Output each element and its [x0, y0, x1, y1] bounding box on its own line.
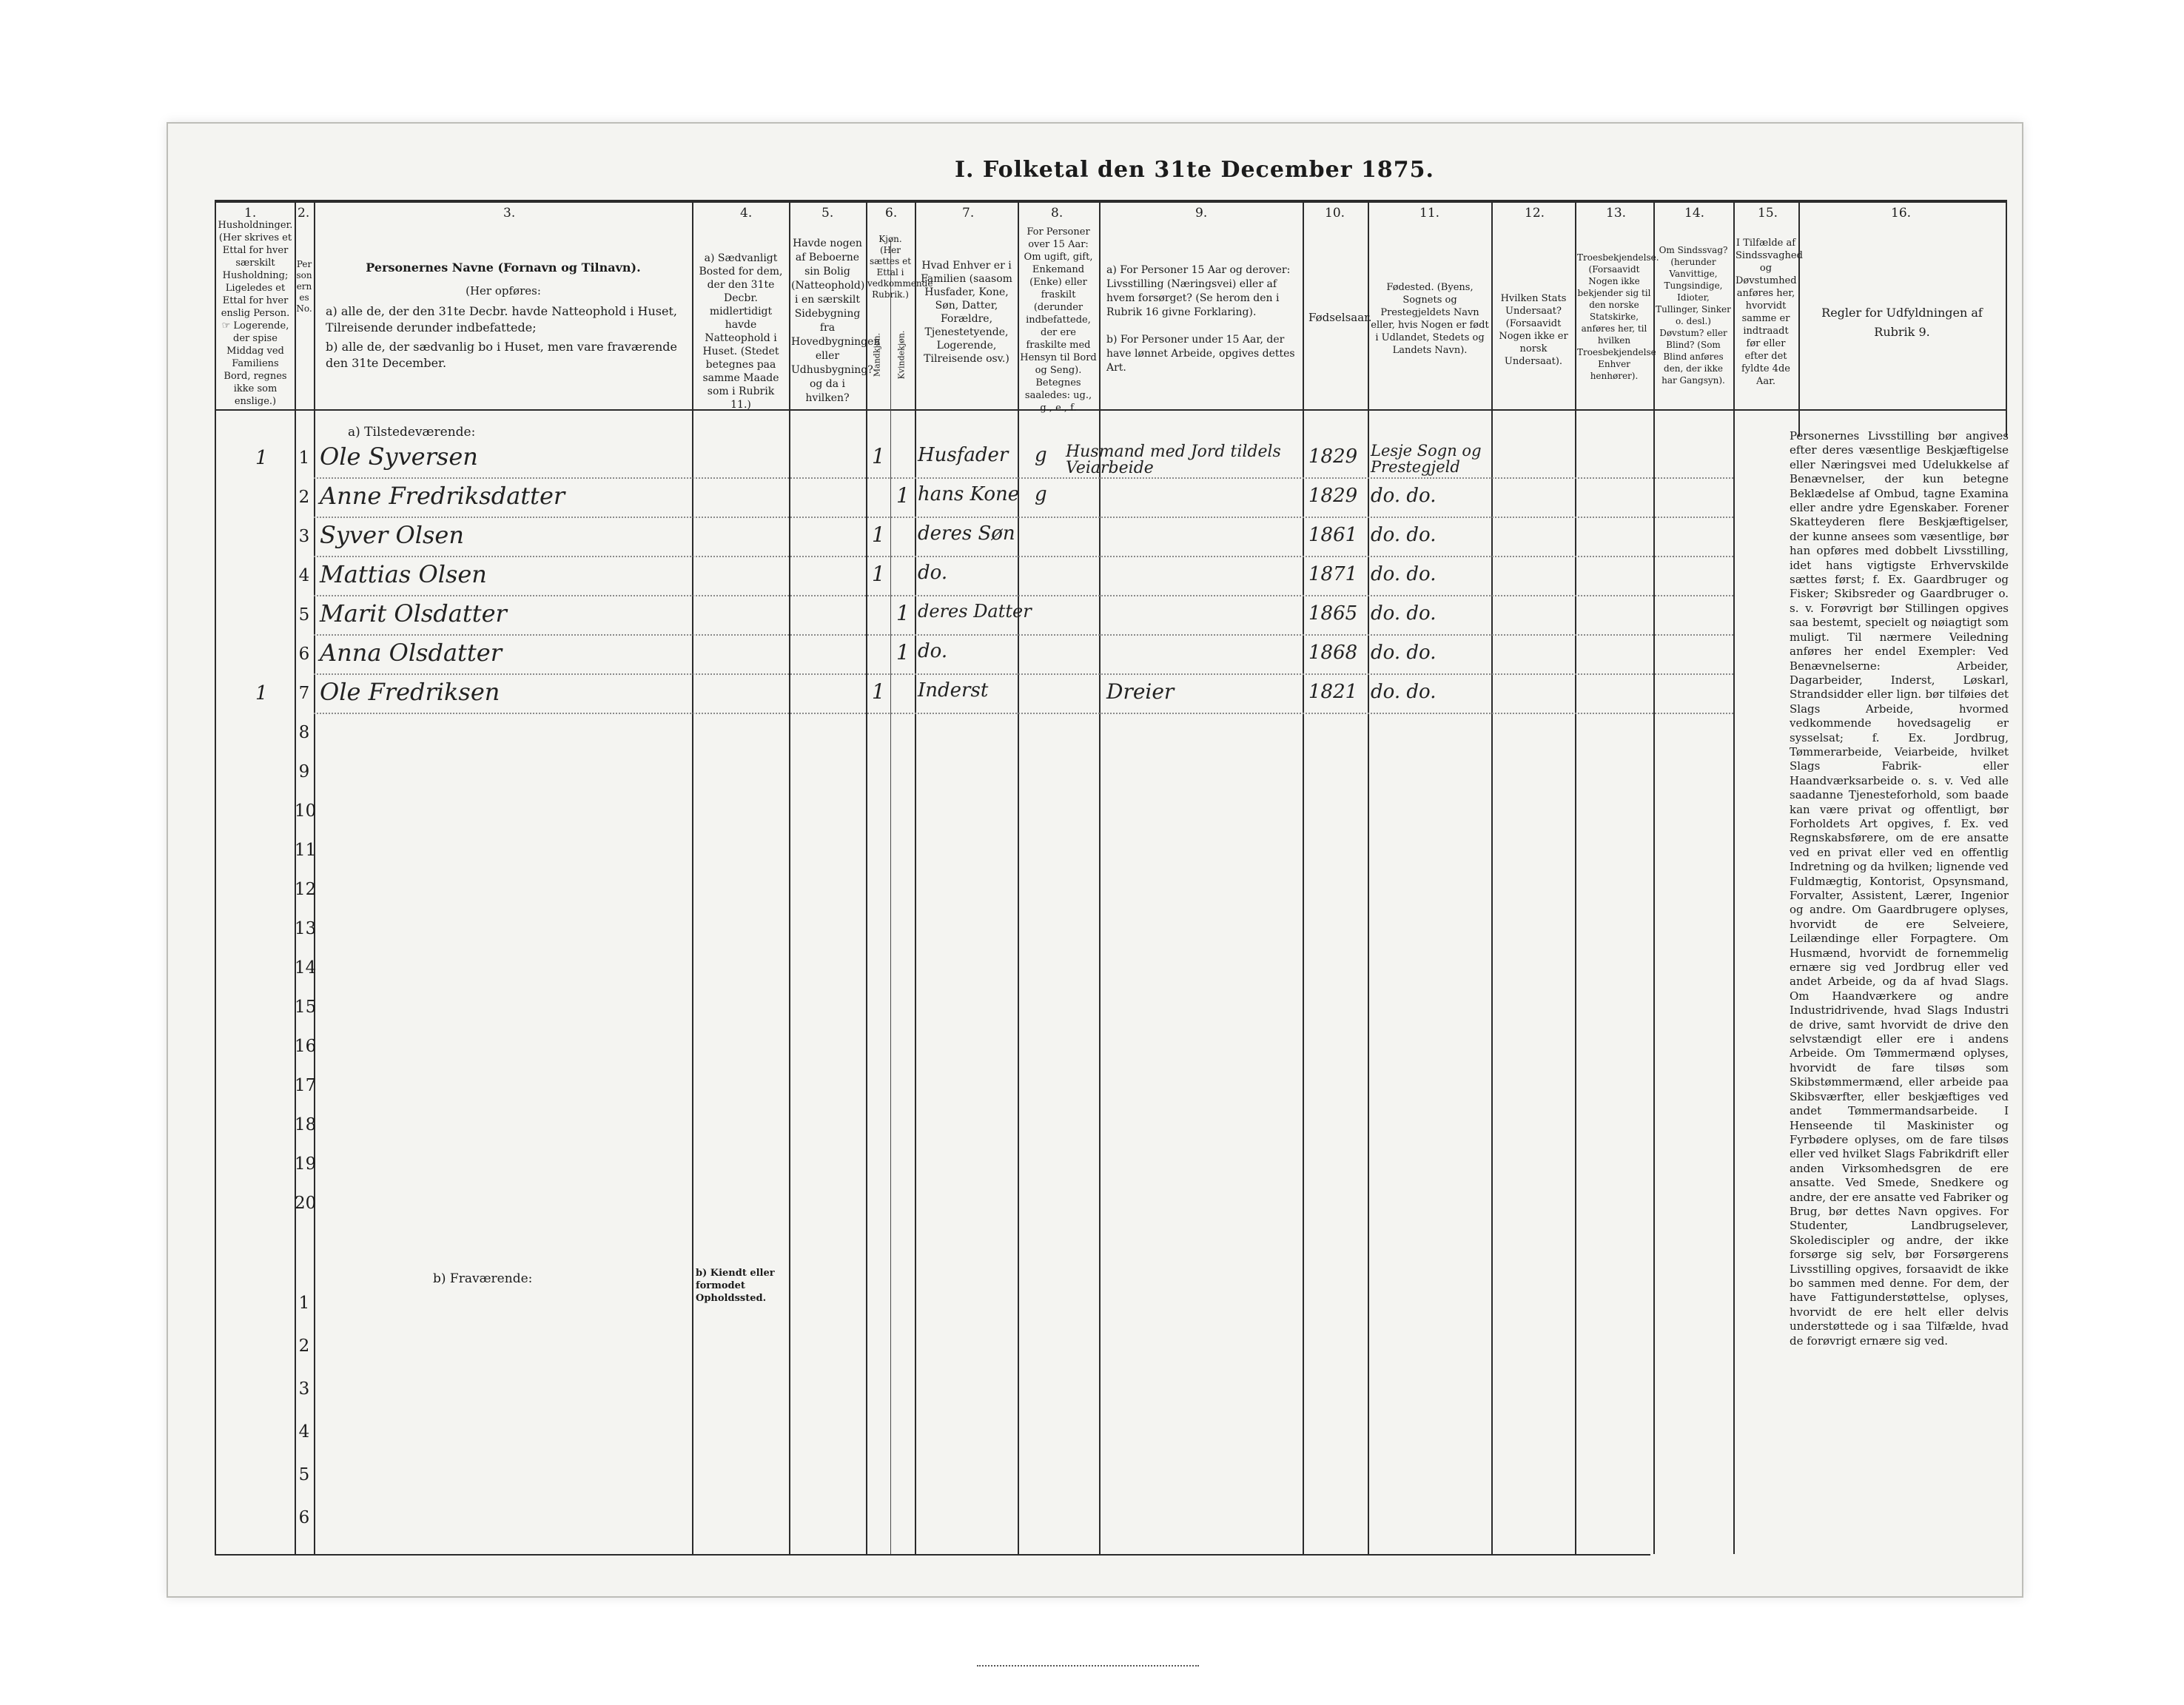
- row-number-absent: 6: [298, 1508, 310, 1527]
- birth-year: 1871: [1308, 563, 1358, 585]
- header-civil-status: For Personer over 15 Aar: Om ugift, gift, Enkemand (Enke) eller fraskilt (derunder indbefattede, der ere fraskilte med Hensyn til Bord og Seng). Betegnes saaledes: ug., g., e., f.: [1020, 226, 1097, 414]
- family-role: do.: [918, 562, 948, 584]
- col-divider: [915, 200, 916, 1554]
- column-number: 6.: [885, 206, 898, 221]
- col-divider: [2006, 200, 2007, 437]
- row-guide: [314, 634, 1733, 636]
- row-number-absent: 1: [298, 1294, 310, 1313]
- header-top-rule: [215, 200, 2006, 203]
- occupation: Dreier: [1106, 679, 1175, 704]
- header-birthplace: Fødested. (Byens, Sognets og Prestegjeldets Navn eller, hvis Nogen er født i Udlandet, Stedets og Landets Navn).: [1371, 282, 1489, 356]
- family-role: do.: [918, 640, 948, 662]
- column-number: 9.: [1195, 206, 1208, 221]
- col-divider: [1491, 200, 1493, 1554]
- row-number: 5: [298, 605, 310, 625]
- header-male: Mandkjøn.: [872, 332, 882, 377]
- row-number: 7: [298, 684, 310, 703]
- birth-year: 1868: [1308, 642, 1358, 664]
- col-divider: [1798, 200, 1800, 437]
- column-number: 8.: [1051, 206, 1064, 221]
- col-divider: [866, 200, 867, 1554]
- header-households: Husholdninger. (Her skrives et Ettal for hver særskilt Husholdning; Ligeledes et Ettal for hver enslig Person. ☞ Logerende, der spise Middag ved Familiens Bord, regnes ikke som enslige.): [218, 220, 293, 407]
- row-number: 2: [298, 488, 310, 507]
- occupation: Husmand med Jord tildels Veiarbeide: [1066, 443, 1281, 477]
- column-number: 1.: [244, 206, 257, 221]
- column-number: 5.: [821, 206, 834, 221]
- column-number: 10.: [1325, 206, 1345, 221]
- row-number: 8: [298, 723, 310, 742]
- row-number: 14: [295, 958, 317, 978]
- header-names-title: Personernes Navne (Fornavn og Tilnavn).: [366, 260, 641, 275]
- civil-status: g: [1035, 483, 1047, 505]
- col-divider: [1303, 200, 1304, 1554]
- birthplace: Lesje Sogn og Prestegjeld: [1371, 442, 1482, 476]
- birthplace: do. do.: [1371, 524, 1437, 546]
- col-divider: [1018, 200, 1019, 1554]
- header-names-a: a) alle de, der den 31te Decbr. havde Natteophold i Huset, Tilreisende derunder indbefattede;: [326, 304, 677, 334]
- header-religion: Troesbekjendelse. (Forsaavidt Nogen ikke bekjender sig til den norske Statskirke, anføres her, til hvilken Troesbekjendelse Enhver henhører).: [1577, 252, 1659, 381]
- column-number: 11.: [1419, 206, 1440, 221]
- col-divider: [692, 200, 693, 1554]
- row-guide: [314, 517, 1733, 518]
- col-divider: [890, 241, 891, 1554]
- column-number: 13.: [1606, 206, 1627, 221]
- sex-mark: 1: [872, 679, 885, 704]
- column-number: 12.: [1525, 206, 1545, 221]
- column-number: 4.: [740, 206, 753, 221]
- col-divider: [1368, 200, 1369, 1554]
- row-number: 20: [295, 1194, 317, 1213]
- header-names-b: b) alle de, der sædvanlig bo i Huset, men vare fraværende den 31te December.: [326, 340, 677, 370]
- column-number: 14.: [1684, 206, 1705, 221]
- birth-year: 1829: [1308, 485, 1358, 507]
- birth-year: 1861: [1308, 524, 1358, 546]
- sex-mark: 1: [896, 483, 910, 508]
- birthplace: do. do.: [1371, 485, 1437, 507]
- row-number: 12: [295, 880, 317, 899]
- bottom-scribble: [977, 1658, 1199, 1667]
- row-number: 10: [295, 801, 317, 821]
- header-family-role: Hvad Enhver er i Familien (saasom Husfader, Kone, Søn, Datter, Forældre, Tjenestetyende, Logerende, Tilreisende osv.): [921, 260, 1012, 365]
- row-number-absent: 5: [298, 1465, 310, 1484]
- row-number: 4: [298, 566, 310, 585]
- rules-text: Personernes Livsstilling bør angives efter deres væsentlige Beskjæftigelse eller Næringsvei med Udelukkelse af Benævnelser, der kun betegne Beklædelse af Ombud, tagne Examina eller andre ydre Egenskaber. Forener Skatteyderen flere Beskjæftigelser, der kunne ansees som væsentlige, bør han opføres med dobbelt Livsstilling, idet hans vigtigste Erhvervskilde sættes først; f. Ex. Gaardbruger og Fisker; Skibsreder og Gaardbruger o. s. v. Forøvrigt bør Stillingen opgives saa bestemt, specielt og nøiagtigt som muligt. Til nærmere Veiledning anføres her endel Exempler: Ved Benævnelserne: Arbeider, Dagarbeider, Inderst, Løskarl, Strandsidder eller lign. bør tilføies det Slags Arbeide, hvormed vedkommende hovedsagelig er sysselsat; f. Ex. Jordbrug, Tømmerarbeide, Veiarbeide, hvilket Slags Fabrik- eller Haandværksarbeide o. s. v. Ved alle saadanne Tjenesteforhold, som baade kan være privat og offentligt, bør Forholdets Art opgives, f. Ex. ved Regnskabsførere, om de ere ansatte ved en privat eller ved en offentlig Indretning og da hvilken; lignende ved Fuldmægtig, Kontorist, Opsynsmand, Forvalter, Assistent, Lærer, Ingenior og andre. Om Gaardbrugere oplyses, hvorvidt de ere Selveiere, Leilændinge eller Forpagtere. Om Husmænd, hvorvidt de fornemmelig ernære sig ved Jordbrug eller ved andet Arbeide, og da af hvad Slags. Om Haandværkere og andre Industridrivende, hvad Slags Industri de drive, samt hvorvidt de drive den selvstændigt eller ere i andens Arbeide. Om Tømmermænd oplyses, hvorvidt de fare tilsøs som Skibstømmermænd, eller arbeide paa Skibsværfter, eller beskjæftiges ved andet Tømmermandsarbeide. I Henseende til Maskinister og Fyrbødere oplyses, om de fare tilsøs eller ved hvilket Slags Fabrikdrift eller anden Virksomhedsgren de ere ansatte. Ved Smede, Snedkere og andre, der ere ansatte ved Fabriker og Brug, bør dettes Navn opgives. For Studenter, Landbrugselever, Skolediscipler og andre, der ikke forsørge sig selv, bør Forsørgerens Livsstilling opgives, forsaavidt de ikke bo sammen med denne. For dem, der have Fattigunderstøttelse, oplyses, hvorvidt de ere helt eller delvis understøttede og i saa Tilfælde, hvad de forøvrigt ernære sig ved.: [1790, 429, 2009, 1348]
- person-name: Anna Olsdatter: [320, 639, 502, 667]
- column-number: 7.: [962, 206, 975, 221]
- birthplace: do. do.: [1371, 563, 1437, 585]
- birth-year: 1829: [1308, 445, 1358, 468]
- family-role: Inderst: [918, 679, 989, 702]
- row-guide: [314, 556, 1733, 557]
- sex-mark: 1: [872, 444, 885, 468]
- family-role: hans Kone: [918, 483, 1020, 505]
- form-title: I. Folketal den 31te December 1875.: [955, 157, 1434, 183]
- row-guide: [314, 713, 1733, 714]
- sex-mark: 1: [896, 640, 910, 665]
- birthplace: do. do.: [1371, 602, 1437, 625]
- column-number: 16.: [1891, 206, 1912, 221]
- row-number: 17: [295, 1076, 317, 1095]
- birthplace: do. do.: [1371, 681, 1437, 703]
- header-rules: Regler for Udfyldningen af Rubrik 9.: [1821, 306, 1983, 339]
- family-role: Husfader: [918, 444, 1009, 466]
- header-occupation-b: b) For Personer under 15 Aar, der have lønnet Arbeide, opgives dettes Art.: [1106, 334, 1295, 374]
- row-guide: [314, 477, 1733, 479]
- col-divider: [789, 200, 790, 1554]
- person-name: Marit Olsdatter: [320, 599, 507, 628]
- row-number: 9: [298, 762, 310, 781]
- person-name: Anne Fredriksdatter: [320, 482, 565, 510]
- col-divider: [1575, 200, 1576, 1554]
- header-disability: Om Sindssvag? (herunder Vanvittige, Tungsindige, Idioter, Tullinger, Sinker o. desl.) Døvstum? eller Blind? (Som Blind anføres den, der ikke har Gangsyn).: [1656, 245, 1731, 386]
- row-number-absent: 2: [298, 1336, 310, 1356]
- header-birth-year: Fødselsaar.: [1308, 311, 1372, 324]
- birth-year: 1865: [1308, 602, 1358, 625]
- header-side-building: Havde nogen af Beboerne sin Bolig (Natteophold) i en særskilt Sidebygning fra Hovedbygningen eller Udhusbygning? og da i hvilken?: [791, 238, 881, 404]
- col-divider: [215, 200, 216, 1554]
- sex-mark: 1: [896, 601, 910, 625]
- col-divider: [1733, 200, 1735, 1554]
- person-name: Mattias Olsen: [320, 560, 487, 588]
- section-absent: b) Fraværende:: [433, 1271, 533, 1286]
- person-name: Syver Olsen: [320, 521, 464, 549]
- family-role: deres Datter: [918, 601, 1032, 622]
- household-mark: 1: [255, 447, 268, 469]
- row-number: 6: [298, 645, 310, 664]
- header-female: Kvindekjøn.: [896, 330, 907, 380]
- row-number-absent: 4: [298, 1422, 310, 1442]
- col-divider: [1653, 200, 1655, 1554]
- header-person-no: Personernes No.: [296, 259, 312, 314]
- section-absent-residence: b) Kiendt eller formodet Opholdssted.: [696, 1268, 775, 1304]
- person-name: Ole Syversen: [320, 443, 478, 471]
- header-bottom-rule: [215, 409, 2006, 411]
- row-number: 16: [295, 1037, 317, 1056]
- row-guide: [314, 595, 1733, 596]
- column-number: 15.: [1758, 206, 1778, 221]
- sex-mark: 1: [872, 562, 885, 586]
- row-number: 3: [298, 527, 310, 546]
- row-number: 19: [295, 1154, 317, 1174]
- column-number: 3.: [503, 206, 516, 221]
- row-guide: [314, 673, 1733, 675]
- row-number: 13: [295, 919, 317, 938]
- birth-year: 1821: [1308, 681, 1358, 703]
- header-citizenship: Hvilken Stats Undersaat? (Forsaavidt Nogen ikke er norsk Undersaat).: [1499, 293, 1568, 367]
- row-number: 15: [295, 998, 317, 1017]
- row-number: 11: [295, 841, 317, 860]
- family-role: deres Søn: [918, 522, 1015, 545]
- sex-mark: 1: [872, 522, 885, 547]
- birthplace: do. do.: [1371, 642, 1437, 664]
- header-sex: Kjøn. (Her sættes et Ettal i vedkommende Rubrik.): [867, 234, 933, 300]
- row-number: 18: [295, 1115, 317, 1134]
- person-name: Ole Fredriksen: [320, 678, 500, 706]
- household-mark: 1: [255, 682, 268, 704]
- header-occupation-a: a) For Personer 15 Aar og derover: Livsstilling (Næringsvei) eller af hvem forsørget? (Se herom den i Rubrik 16 givne Forklaring).: [1106, 264, 1291, 318]
- civil-status: g: [1035, 444, 1047, 466]
- row-number-absent: 3: [298, 1379, 310, 1399]
- column-number: 2.: [298, 206, 310, 221]
- header-usual-residence: a) Sædvanligt Bosted for dem, der den 31te Decbr. midlertidigt havde Natteophold i Huset. (Stedet betegnes paa samme Maade som i Rubrik 11.): [699, 252, 783, 411]
- header-onset: I Tilfælde af Sindssvaghed og Døvstumhed anføres her, hvorvidt samme er indtraadt før eller efter det fyldte 4de Aar.: [1736, 238, 1803, 387]
- table-bottom-rule: [215, 1554, 1650, 1556]
- col-divider: [1099, 200, 1101, 1554]
- row-number: 1: [298, 448, 310, 468]
- col-divider: [314, 200, 315, 1554]
- header-names-sub: (Her opføres:: [466, 284, 541, 297]
- section-present: a) Tilstedeværende:: [348, 425, 476, 440]
